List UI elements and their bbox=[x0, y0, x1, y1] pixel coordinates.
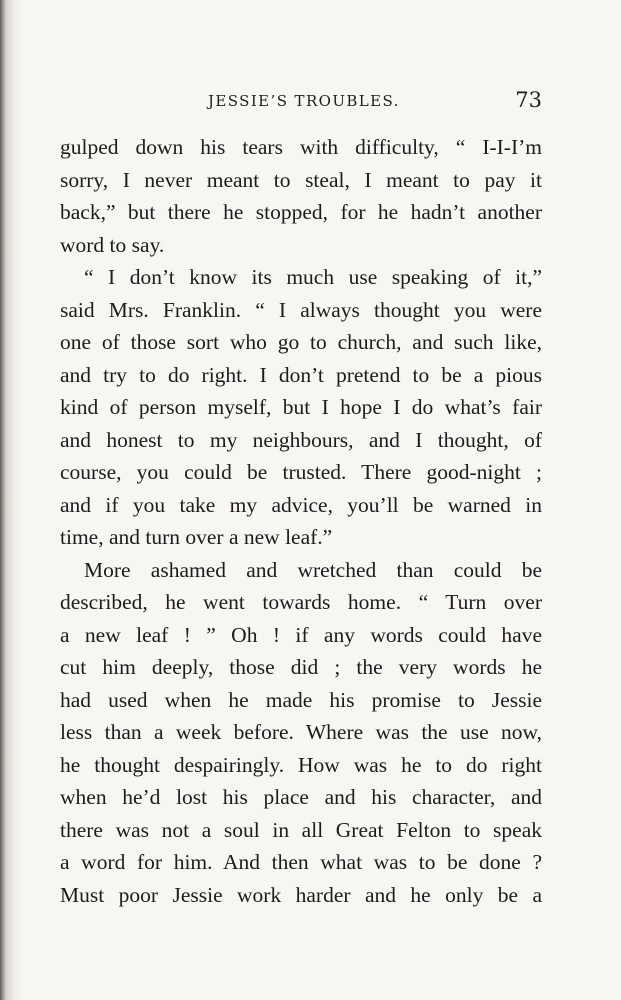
text-line: “ I don’t know its much use speaking of it,” bbox=[84, 265, 542, 289]
text-line: there was not a soul in all Great Felton to speak bbox=[60, 817, 542, 842]
page-header bbox=[60, 88, 542, 118]
text-line: described, he went towards home. “ Turn over bbox=[60, 590, 542, 614]
text-line: sorry, I never meant to steal, I meant to pay it bbox=[60, 167, 542, 192]
text-line: gulped down his tears with difficulty, “ I-I-I’m bbox=[60, 135, 542, 159]
text-line: and if you take my advice, you’ll be warned in bbox=[60, 492, 542, 517]
text-line: Must poor Jessie work harder and he only be a bbox=[60, 882, 542, 907]
text-line: a new leaf ! ” Oh ! if any words could have bbox=[60, 622, 542, 647]
text-line: back,” but there he stopped, for he hadn’t another bbox=[60, 200, 542, 224]
body-text bbox=[60, 131, 542, 911]
text-line: and honest to my neighbours, and I thought, of bbox=[60, 427, 542, 452]
text-line: and try to do right. I don’t pretend to be a pious bbox=[60, 362, 542, 387]
text-line: a word for him. And then what was to be done ? bbox=[60, 850, 542, 874]
text-line: said Mrs. Franklin. “ I always thought you were bbox=[60, 297, 542, 322]
page-number: 73 bbox=[515, 88, 542, 112]
running-title: JESSIE’S TROUBLES. bbox=[208, 92, 400, 110]
text-line: kind of person myself, but I hope I do what’s fair bbox=[60, 395, 542, 419]
text-line: course, you could be trusted. There good-night ; bbox=[60, 460, 542, 484]
text-line: he thought despairingly. How was he to do right bbox=[60, 752, 542, 777]
text-line: cut him deeply, those did ; the very words he bbox=[60, 655, 542, 679]
text-line: More ashamed and wretched than could be bbox=[84, 557, 542, 582]
text-line: had used when he made his promise to Jessie bbox=[60, 687, 542, 712]
page-binding-edge bbox=[0, 0, 22, 1000]
text-line: time, and turn over a new leaf.” bbox=[60, 525, 333, 549]
text-line: less than a week before. Where was the use now, bbox=[60, 720, 542, 744]
text-line: word to say. bbox=[60, 232, 165, 257]
text-line: when he’d lost his place and his character, and bbox=[60, 785, 542, 809]
text-line: one of those sort who go to church, and such like, bbox=[60, 330, 542, 354]
